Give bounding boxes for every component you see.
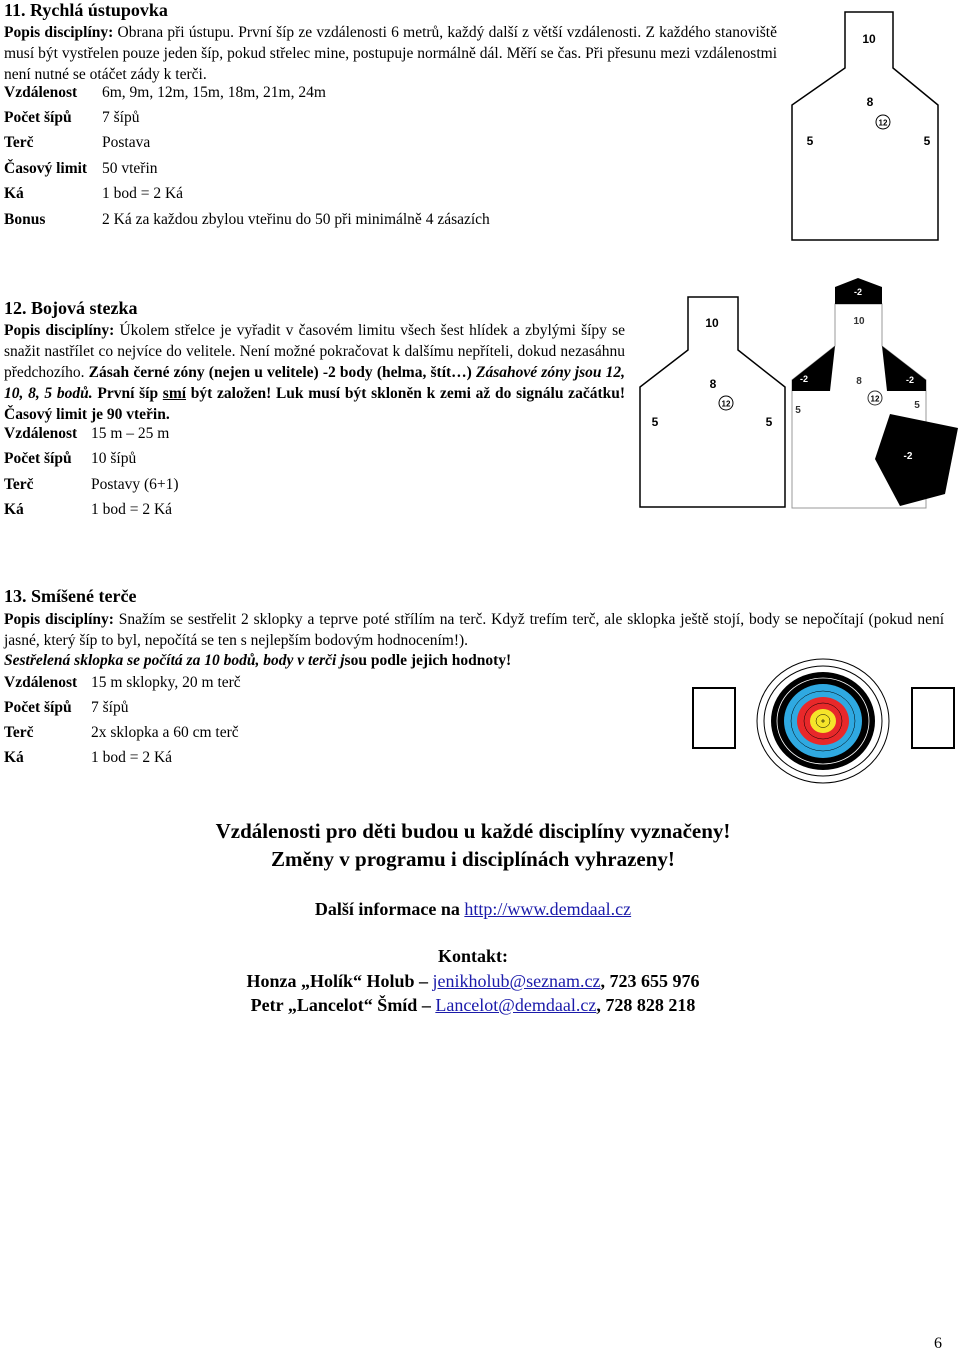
- param-value: 50 vteřin: [102, 160, 158, 177]
- round-archery-target: [755, 657, 891, 785]
- param-label: Vzdálenost: [4, 425, 78, 442]
- contact-phone: , 728 828 218: [596, 995, 696, 1015]
- knockdown-plate-1: [692, 687, 736, 749]
- section-12-desc-label: Popis disciplíny:: [4, 322, 115, 339]
- param-label: Terč: [4, 724, 34, 741]
- param-row-target: [4, 134, 604, 156]
- section-13-description: [4, 609, 944, 651]
- param-row-time-limit: [4, 160, 604, 182]
- param-label: Počet šípů: [4, 699, 72, 716]
- contact-phone: , 723 655 976: [600, 971, 700, 991]
- param-label: Ká: [4, 501, 24, 518]
- contact-name: Honza „Holík“ Holub –: [246, 971, 433, 991]
- zone-label-circle: 12: [870, 394, 880, 404]
- param-value: 1 bod = 2 Ká: [91, 749, 173, 766]
- commander-target-12: [780, 276, 960, 514]
- param-row-arrows: [4, 109, 604, 131]
- param-value: 1 bod = 2 Ká: [102, 185, 184, 202]
- param-label: Ká: [4, 185, 24, 202]
- zone-label-left: 5: [806, 134, 814, 148]
- zone-label-top: 10: [853, 316, 865, 327]
- param-row-arrows: [4, 450, 604, 472]
- contact-name: Petr „Lancelot“ Šmíd –: [250, 995, 436, 1015]
- footer-info-label: Další informace na: [314, 899, 465, 919]
- section-13-note-rest: sou podle jejich hodnoty!: [344, 652, 512, 669]
- footer-notice-children: Vzdálenosti pro děti budou u každé disciplíny vyznačeny!: [215, 819, 731, 843]
- contact-email-link[interactable]: jenikholub@seznam.cz: [432, 971, 601, 991]
- zone-label-circle: 12: [878, 118, 888, 128]
- param-row-ka: [4, 501, 604, 523]
- shoulder-right-zone: [882, 346, 926, 391]
- param-label: Počet šípů: [4, 109, 72, 126]
- param-value: Postavy (6+1): [91, 476, 179, 493]
- section-11-title: 11. Rychlá ústupovka: [4, 0, 168, 20]
- page-number: 6: [934, 1335, 942, 1352]
- section-12-desc-text: Úkolem střelce je vyřadit v časovém limitu všech šest hlídek a zbylými šípy se snažit nastřílet co nejvíce do velitele. Není možné pokračovat k dalšímu nepříteli, dokud nezasáhnu předchozího.: [4, 322, 625, 381]
- zone-label-right: 5: [765, 415, 773, 429]
- param-label: Terč: [4, 476, 34, 493]
- param-label: Bonus: [4, 211, 46, 228]
- param-row-distance: [4, 674, 604, 696]
- section-13-desc-label: Popis disciplíny:: [4, 611, 114, 628]
- param-value: 7 šípů: [102, 109, 140, 126]
- param-label: Ká: [4, 749, 24, 766]
- section-12-desc-bold-2: První šíp: [92, 385, 163, 402]
- param-row-bonus: [4, 211, 604, 233]
- param-value: 2 Ká za každou zbylou vteřinu do 50 při minimálně 4 zásazích: [102, 211, 490, 228]
- section-13-params: [4, 674, 604, 774]
- param-label: Vzdálenost: [4, 84, 78, 101]
- param-value: 1 bod = 2 Ká: [91, 501, 173, 518]
- param-row-ka: [4, 185, 604, 207]
- param-row-distance: [4, 425, 604, 447]
- shoulder-left-zone: [792, 346, 835, 391]
- footer-notice-changes: Změny v programu i disciplínách vyhrazeny!: [271, 847, 675, 871]
- zone-label-right: 5: [914, 400, 920, 411]
- param-value: 7 šípů: [91, 699, 129, 716]
- param-value: 15 m – 25 m: [91, 425, 170, 442]
- param-value: 6m, 9m, 12m, 15m, 18m, 21m, 24m: [102, 84, 326, 101]
- section-12-desc-italic: Zásahové zóny jsou 12, 10, 8, 5 bodů.: [4, 364, 626, 402]
- zone-label-shoulder-left: -2: [799, 374, 809, 384]
- param-label: Časový limit: [4, 160, 88, 177]
- param-label: Vzdálenost: [4, 674, 78, 691]
- param-row-ka: [4, 749, 604, 771]
- section-11-description: [4, 22, 777, 85]
- section-13-desc-text: Snažím se sestřelit 2 sklopky a teprve poté střílím na terč. Když trefím terč, ale sklopka ještě stojí, body se nepočítají (pokud není jasné, který šíp to byl, nepočítá se ten s nejlepším bodovým hodnocením!).: [4, 611, 945, 649]
- zone-label-right: 5: [923, 134, 931, 148]
- footer-info: [0, 899, 946, 920]
- section-12-description: [4, 320, 625, 425]
- param-row-target: [4, 724, 604, 746]
- param-label: Terč: [4, 134, 34, 151]
- contact-title: Kontakt:: [437, 946, 508, 966]
- section-12-params: [4, 425, 604, 525]
- section-12-title: 12. Bojová stezka: [4, 298, 138, 318]
- silhouette-outline: [792, 12, 938, 240]
- zone-label-top: 10: [705, 316, 719, 330]
- zone-label-mid: 8: [866, 95, 874, 109]
- website-link[interactable]: http://www.demdaal.cz: [464, 899, 632, 919]
- zone-label-shield: -2: [903, 451, 913, 462]
- section-11-desc-label: Popis disciplíny:: [4, 24, 114, 41]
- section-11-params: [4, 84, 604, 234]
- zone-label-left: 5: [651, 415, 659, 429]
- zone-label-circle: 12: [721, 399, 731, 409]
- zone-label-helmet: -2: [853, 287, 863, 297]
- section-13-title: 13. Smíšené terče: [4, 586, 137, 606]
- zone-label-left: 5: [795, 405, 801, 416]
- knockdown-plate-2: [911, 687, 955, 749]
- param-value: 15 m sklopky, 20 m terč: [91, 674, 241, 691]
- param-row-distance: [4, 84, 604, 106]
- zone-label-mid: 8: [709, 377, 717, 391]
- param-label: Počet šípů: [4, 450, 72, 467]
- param-value: 2x sklopka a 60 cm terč: [91, 724, 239, 741]
- section-12-desc-bold: Zásah černé zóny (nejen u velitele) -2 body (helma, štít…): [88, 364, 477, 381]
- section-11-desc-text: Obrana při ústupu. První šíp ze vzdálenosti 6 metrů, každý další z větší vzdálenosti. Z každého stanoviště musí být vystřelen pouze jeden šíp, pokud střelec mine, postupuje normálně dál. Měří se čas. Při přesunu mezi vzdálenostmi není nutné se otáčet zády k terči.: [4, 24, 777, 83]
- silhouette-target-11: [790, 10, 950, 242]
- section-12-desc-underline: smí: [162, 385, 187, 402]
- silhouette-target-12: [638, 295, 788, 510]
- contact-line-2: [0, 995, 946, 1016]
- zone-label-mid: 8: [856, 376, 862, 387]
- zone-label-top: 10: [862, 32, 876, 46]
- param-row-arrows: [4, 699, 604, 721]
- param-value: 10 šípů: [91, 450, 137, 467]
- section-13-note-italic: Sestřelená sklopka se počítá za 10 bodů, body v terči j: [4, 652, 345, 669]
- zone-label-shoulder-right: -2: [905, 375, 915, 385]
- param-row-target: [4, 476, 604, 498]
- param-value: Postava: [102, 134, 151, 151]
- contact-email-link[interactable]: Lancelot@demdaal.cz: [435, 995, 597, 1015]
- section-12-desc-bold-3: být založen! Luk musí být skloněn k zemi až do signálu začátku! Časový limit je 90 vteřin.: [4, 385, 626, 423]
- contact-line-1: [0, 971, 946, 992]
